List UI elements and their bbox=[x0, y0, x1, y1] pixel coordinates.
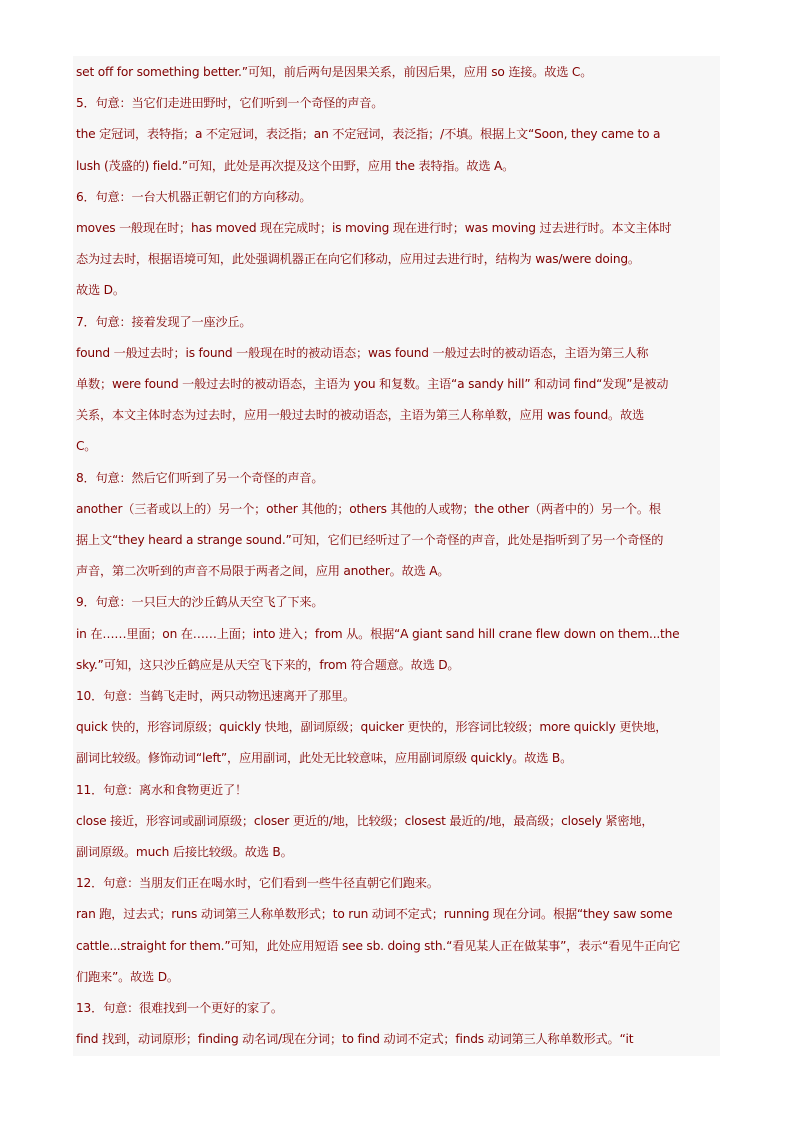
text-line: moves 一般现在时；has moved 现在完成时；is moving 现在进行时；was moving 过去进行时。本文主体时 bbox=[76, 221, 672, 235]
text-line: 6．句意：一台大机器正朝它们的方向移动。 bbox=[76, 189, 312, 204]
text-line: 态为过去时，根据语境可知，此处强调机器正在向它们移动，应用过去进行时，结构为 was/were doing。 bbox=[76, 252, 640, 267]
text-line: 副词原级。much 后接比较级。故选 B。 bbox=[76, 845, 293, 859]
text-line: quick 快的，形容词原级；quickly 快地，副词原级；quicker 更快的，形容词比较级；more quickly 更快地， bbox=[76, 720, 668, 735]
answer-explanation-block bbox=[73, 56, 720, 1056]
text-line: 5．句意：当它们走进田野时，它们听到一个奇怪的声音。 bbox=[76, 96, 384, 111]
text-line: sky.”可知，这只沙丘鹤应是从天空飞下来的，from 符合题意。故选 D。 bbox=[76, 657, 460, 672]
text-line: the 定冠词，表特指；a 不定冠词，表泛指；an 不定冠词，表泛指；/不填。根据上文“Soon, they came to a bbox=[76, 127, 661, 142]
text-line: 故选 D。 bbox=[76, 283, 125, 298]
text-line: in 在……里面；on 在……上面；into 进入；from 从。根据“A giant sand hill crane flew down on them...the bbox=[76, 626, 680, 641]
text-line: 关系，本文主体时态为过去时，应用一般过去时的被动语态，主语为第三人称单数，应用 was found。故选 bbox=[76, 408, 644, 423]
text-line: 9．句意：一只巨大的沙丘鹤从天空飞了下来。 bbox=[76, 595, 324, 610]
text-line: 7．句意：接着发现了一座沙丘。 bbox=[76, 314, 252, 329]
text-line: 12．句意：当朋友们正在喝水时，它们看到一些牛径直朝它们跑来。 bbox=[76, 876, 439, 891]
text-line: 11．句意：离水和食物更近了！ bbox=[76, 782, 247, 797]
text-line: 8．句意：然后它们听到了另一个奇怪的声音。 bbox=[76, 470, 324, 485]
text-line: find 找到，动词原形；finding 动名词/现在分词；to find 动词不定式；finds 动词第三人称单数形式。“it bbox=[76, 1032, 634, 1047]
text-line: 据上文“they heard a strange sound.”可知，它们已经听过了一个奇怪的声音，此处是指听到了另一个奇怪的 bbox=[76, 533, 664, 547]
text-line: C。 bbox=[76, 439, 97, 454]
text-line: set off for something better.”可知，前后两句是因果关系，前因后果，应用 so 连接。故选 C。 bbox=[76, 65, 593, 79]
text-line: found 一般过去时；is found 一般现在时的被动语态；was found 一般过去时的被动语态，主语为第三人称 bbox=[76, 345, 649, 360]
text-line: 13．句意：很难找到一个更好的家了。 bbox=[76, 1001, 283, 1015]
text-line: 副词比较级。修饰动词“left”，应用副词，此处无比较意味，应用副词原级 quickly。故选 B。 bbox=[76, 751, 573, 766]
text-line: 声音，第二次听到的声音不局限于两者之间，应用 another。故选 A。 bbox=[76, 564, 450, 579]
text-line: 单数；were found 一般过去时的被动语态，主语为 you 和复数。主语“a sandy hill” 和动词 find“发现”是被动 bbox=[76, 377, 669, 391]
text-line: another（三者或以上的）另一个；other 其他的；others 其他的人或物；the other（两者中的）另一个。根 bbox=[76, 501, 661, 516]
text-line: ran 跑，过去式；runs 动词第三人称单数形式；to run 动词不定式；running 现在分词。根据“they saw some bbox=[76, 907, 673, 922]
text-line: lush (茂盛的) field.”可知，此处是再次提及这个田野，应用 the 表特指。故选 A。 bbox=[76, 158, 515, 173]
text-line: close 接近，形容词或副词原级；closer 更近的/地，比较级；closest 最近的/地，最高级；closely 紧密地， bbox=[76, 813, 654, 828]
text-line: 10．句意：当鹤飞走时，两只动物迅速离开了那里。 bbox=[76, 689, 355, 703]
text-line: 们跑来”。故选 D。 bbox=[76, 969, 179, 984]
text-line: cattle...straight for them.”可知，此处应用短语 see sb. doing sth.“看见某人正在做某事”，表示“看见牛正向它 bbox=[76, 938, 681, 953]
